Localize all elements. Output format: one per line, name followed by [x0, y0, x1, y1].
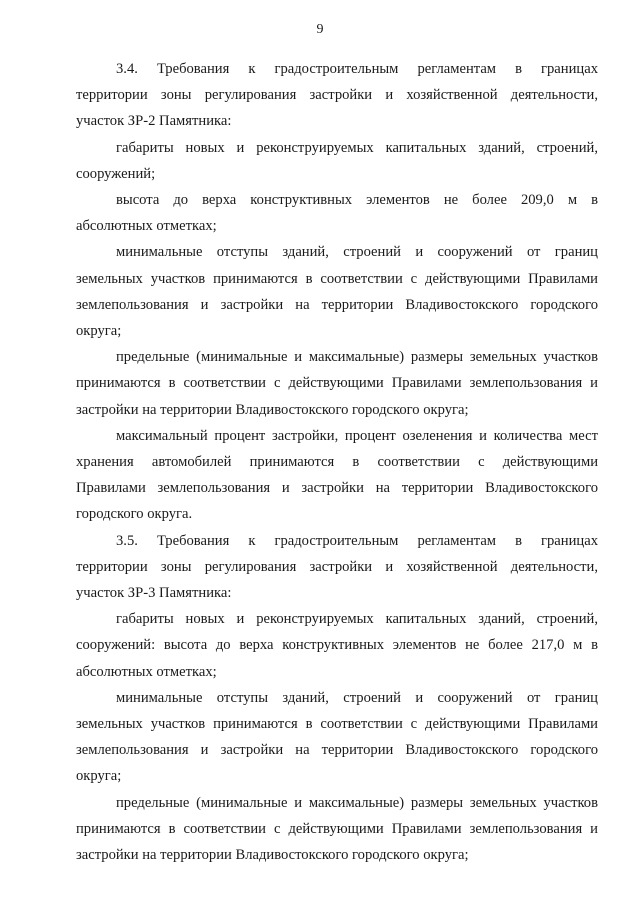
paragraph — [76, 344, 598, 423]
paragraph — [76, 423, 598, 528]
document-body — [76, 56, 598, 868]
paragraph-section-3-4 — [76, 56, 598, 135]
text-line: максимальный процент застройки, процент озеленения и количества мест — [116, 427, 598, 444]
text-line: участок ЗР-3 Памятника: — [76, 585, 232, 602]
paragraph — [76, 685, 598, 790]
text-line: принимаются в соответствии с действующими Правилами землепользования и — [76, 375, 598, 392]
text-line: округа; — [76, 768, 122, 785]
paragraph-section-3-5 — [76, 528, 598, 607]
text-line: земельных участков принимаются в соответствии с действующими Правилами — [76, 270, 598, 287]
text-line: хранения автомобилей принимаются в соответствии с действующими — [76, 454, 598, 471]
text-line: застройки на территории Владивостокского городского округа; — [76, 847, 469, 864]
paragraph — [76, 187, 598, 239]
text-line: городского округа. — [76, 506, 193, 523]
paragraph — [76, 135, 598, 187]
text-line: 3.5. Требования к градостроительным регламентам в границах — [116, 532, 598, 549]
text-line: абсолютных отметках; — [76, 218, 217, 235]
text-line: принимаются в соответствии с действующими Правилами землепользования и — [76, 820, 598, 837]
text-line: сооружений; — [76, 165, 156, 182]
text-line: округа; — [76, 323, 122, 340]
text-line: минимальные отступы зданий, строений и сооружений от границ — [116, 689, 598, 706]
text-line: земельных участков принимаются в соответствии с действующими Правилами — [76, 716, 598, 733]
text-line: габариты новых и реконструируемых капитальных зданий, строений, — [116, 139, 598, 156]
text-line: застройки на территории Владивостокского городского округа; — [76, 401, 469, 418]
text-line: габариты новых и реконструируемых капитальных зданий, строений, — [116, 611, 598, 628]
text-line: землепользования и застройки на территории Владивостокского городского — [76, 742, 598, 759]
text-line: Правилами землепользования и застройки на территории Владивостокского — [76, 480, 598, 497]
text-line: предельные (минимальные и максимальные) размеры земельных участков — [116, 349, 598, 366]
text-line: землепользования и застройки на территории Владивостокского городского — [76, 296, 598, 313]
paragraph — [76, 606, 598, 685]
page-number: 9 — [316, 22, 324, 37]
text-line: 3.4. Требования к градостроительным регламентам в границах — [116, 61, 598, 77]
text-line: участок ЗР-2 Памятника: — [76, 113, 232, 130]
text-line: предельные (минимальные и максимальные) размеры земельных участков — [116, 794, 598, 811]
text-line: высота до верха конструктивных элементов не более 209,0 м в — [116, 192, 598, 209]
paragraph — [76, 239, 598, 344]
paragraph — [76, 790, 598, 869]
text-line: территории зоны регулирования застройки и хозяйственной деятельности, — [76, 558, 598, 575]
text-line: территории зоны регулирования застройки и хозяйственной деятельности, — [76, 87, 598, 104]
text-line: минимальные отступы зданий, строений и сооружений от границ — [116, 244, 598, 261]
text-line: сооружений: высота до верха конструктивных элементов не более 217,0 м в — [76, 637, 598, 654]
text-line: абсолютных отметках; — [76, 663, 217, 680]
